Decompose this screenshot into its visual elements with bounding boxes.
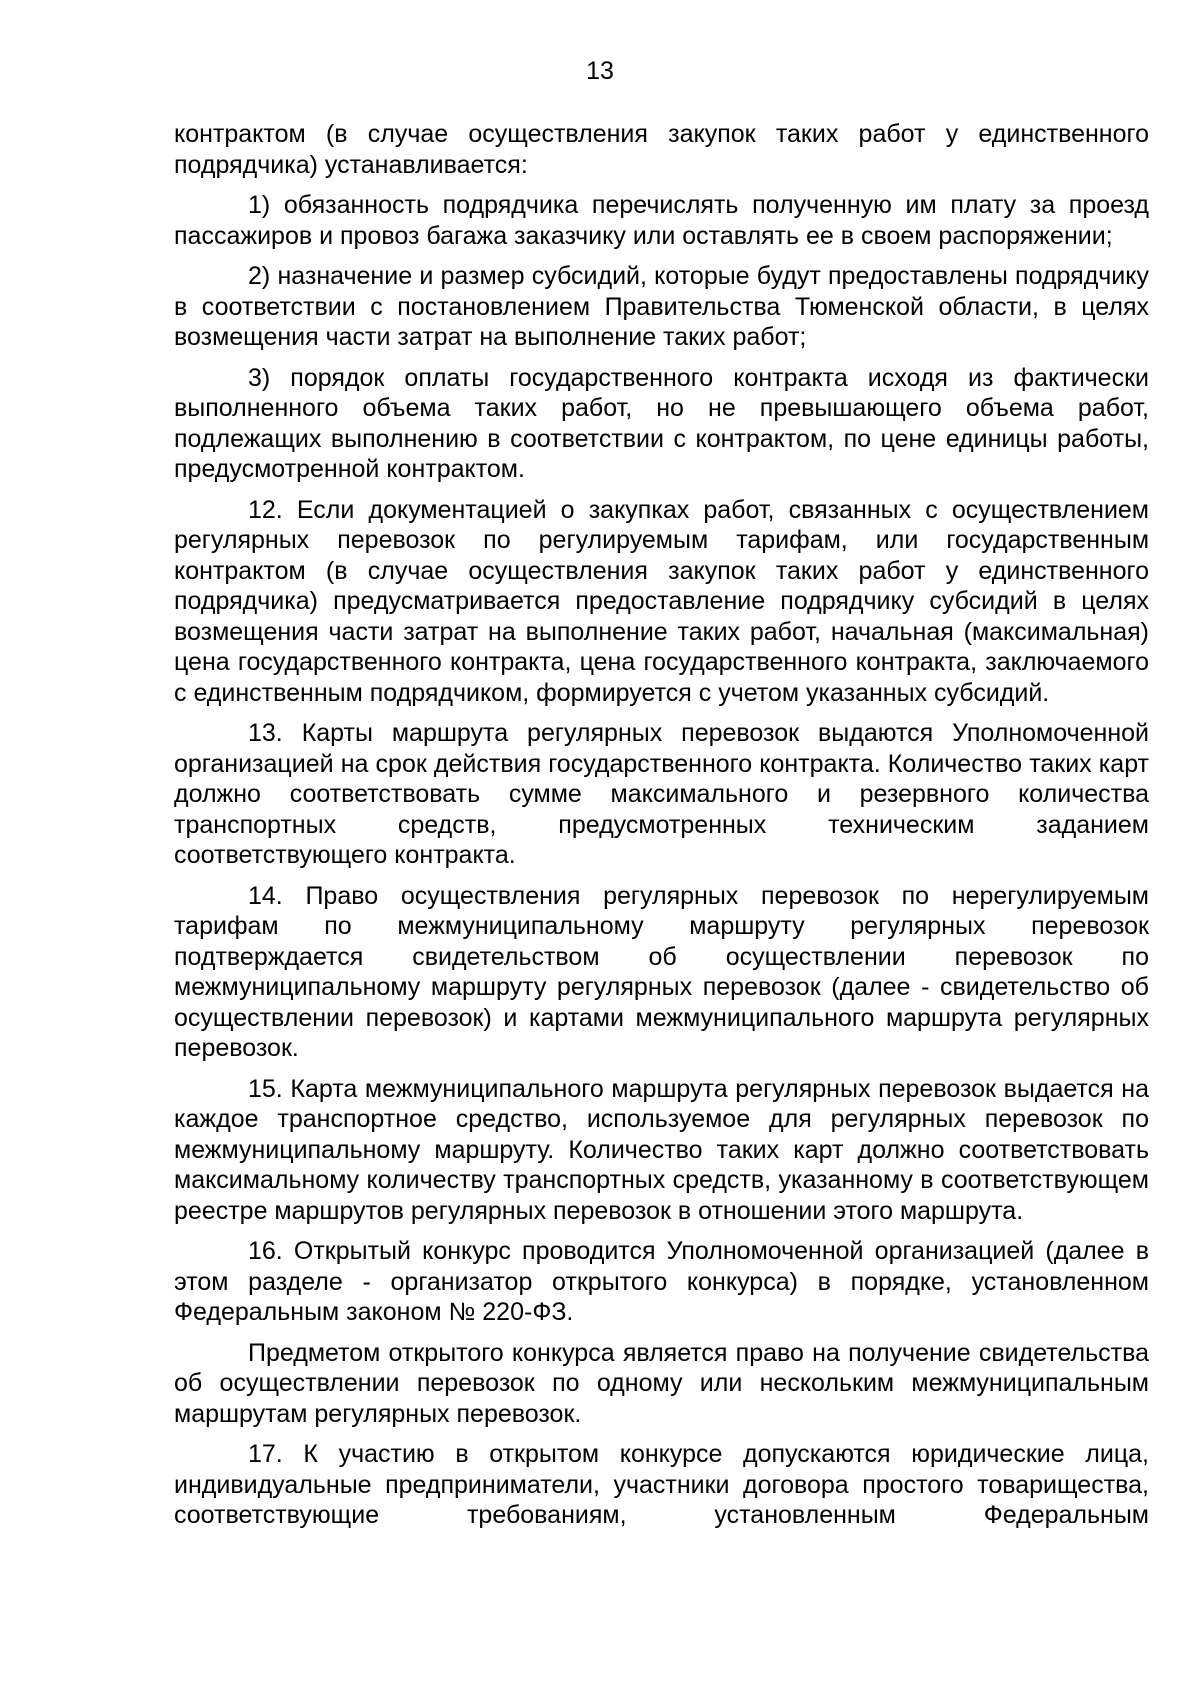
paragraph-item-2: 2) назначение и размер субсидий, которые будут предоставлены подрядчику в соответствии с постановлением Правительства Тюменской области, в целях возмещения части затрат на выполнение таких работ; — [174, 262, 1149, 351]
paragraph-item-1: 1) обязанность подрядчика перечислять полученную им плату за проезд пассажиров и провоз багажа заказчику или оставлять ее в своем распоряжении; — [174, 191, 1149, 250]
paragraph-clause-17: 17. К участию в открытом конкурсе допускаются юридические лица, индивидуальные предприниматели, участники договора простого товарищества, соответствующие требованиям, установленным Федеральным — [174, 1440, 1149, 1529]
paragraph-clause-12: 12. Если документацией о закупках работ, связанных с осуществлением регулярных перевозок по регулируемым тарифам, или государственным контрактом (в случае осуществления закупок таких работ у единственного подрядчика) предусматривается предоставление подрядчику субсидий в целях возмещения части затрат на выполнение таких работ, начальная (максимальная) цена государственного контракта, цена государственного контракта, заключаемого с единственным подрядчиком, формируется с учетом указанных субсидий. — [174, 495, 1149, 707]
paragraph-clause-13: 13. Карты маршрута регулярных перевозок выдаются Уполномоченной организацией на срок действия государственного контракта. Количество таких карт должно соответствовать сумме максимального и резервного количества транспортных средств, предусмотренных техническим заданием соответствующего контракта. — [174, 719, 1149, 869]
paragraph-clause-14: 14. Право осуществления регулярных перевозок по нерегулируемым тарифам по межмуниципальному маршруту регулярных перевозок подтверждается свидетельством об осуществлении перевозок по межмуниципальному маршруту регулярных перевозок (далее - свидетельство об осуществлении перевозок) и картами межмуниципального маршрута регулярных перевозок. — [174, 881, 1149, 1062]
paragraph-contest-subject: Предметом открытого конкурса является право на получение свидетельства об осуществлении перевозок по одному или нескольким межмуниципальным маршрутам регулярных перевозок. — [174, 1338, 1149, 1428]
document-body — [174, 119, 1149, 1531]
paragraph-continuation: контрактом (в случае осуществления закупок таких работ у единственного подрядчика) устанавливается: — [174, 120, 1149, 179]
paragraph-clause-15: 15. Карта межмуниципального маршрута регулярных перевозок выдается на каждое транспортное средство, используемое для регулярных перевозок по межмуниципальному маршруту. Количество таких карт должно соответствовать максимальному количеству транспортных средств, указанному в соответствующем реестре маршрутов регулярных перевозок в отношении этого маршрута. — [174, 1074, 1149, 1225]
paragraph-clause-16: 16. Открытый конкурс проводится Уполномоченной организацией (далее в этом разделе - организатор открытого конкурса) в порядке, установленном Федеральным законом № 220-ФЗ. — [174, 1237, 1149, 1326]
page-number: 13 — [586, 57, 614, 85]
paragraph-item-3: 3) порядок оплаты государственного контракта исходя из фактически выполненного объема таких работ, но не превышающего объема работ, подлежащих выполнению в соответствии с контрактом, по цене единицы работы, предусмотренной контрактом. — [174, 363, 1149, 483]
